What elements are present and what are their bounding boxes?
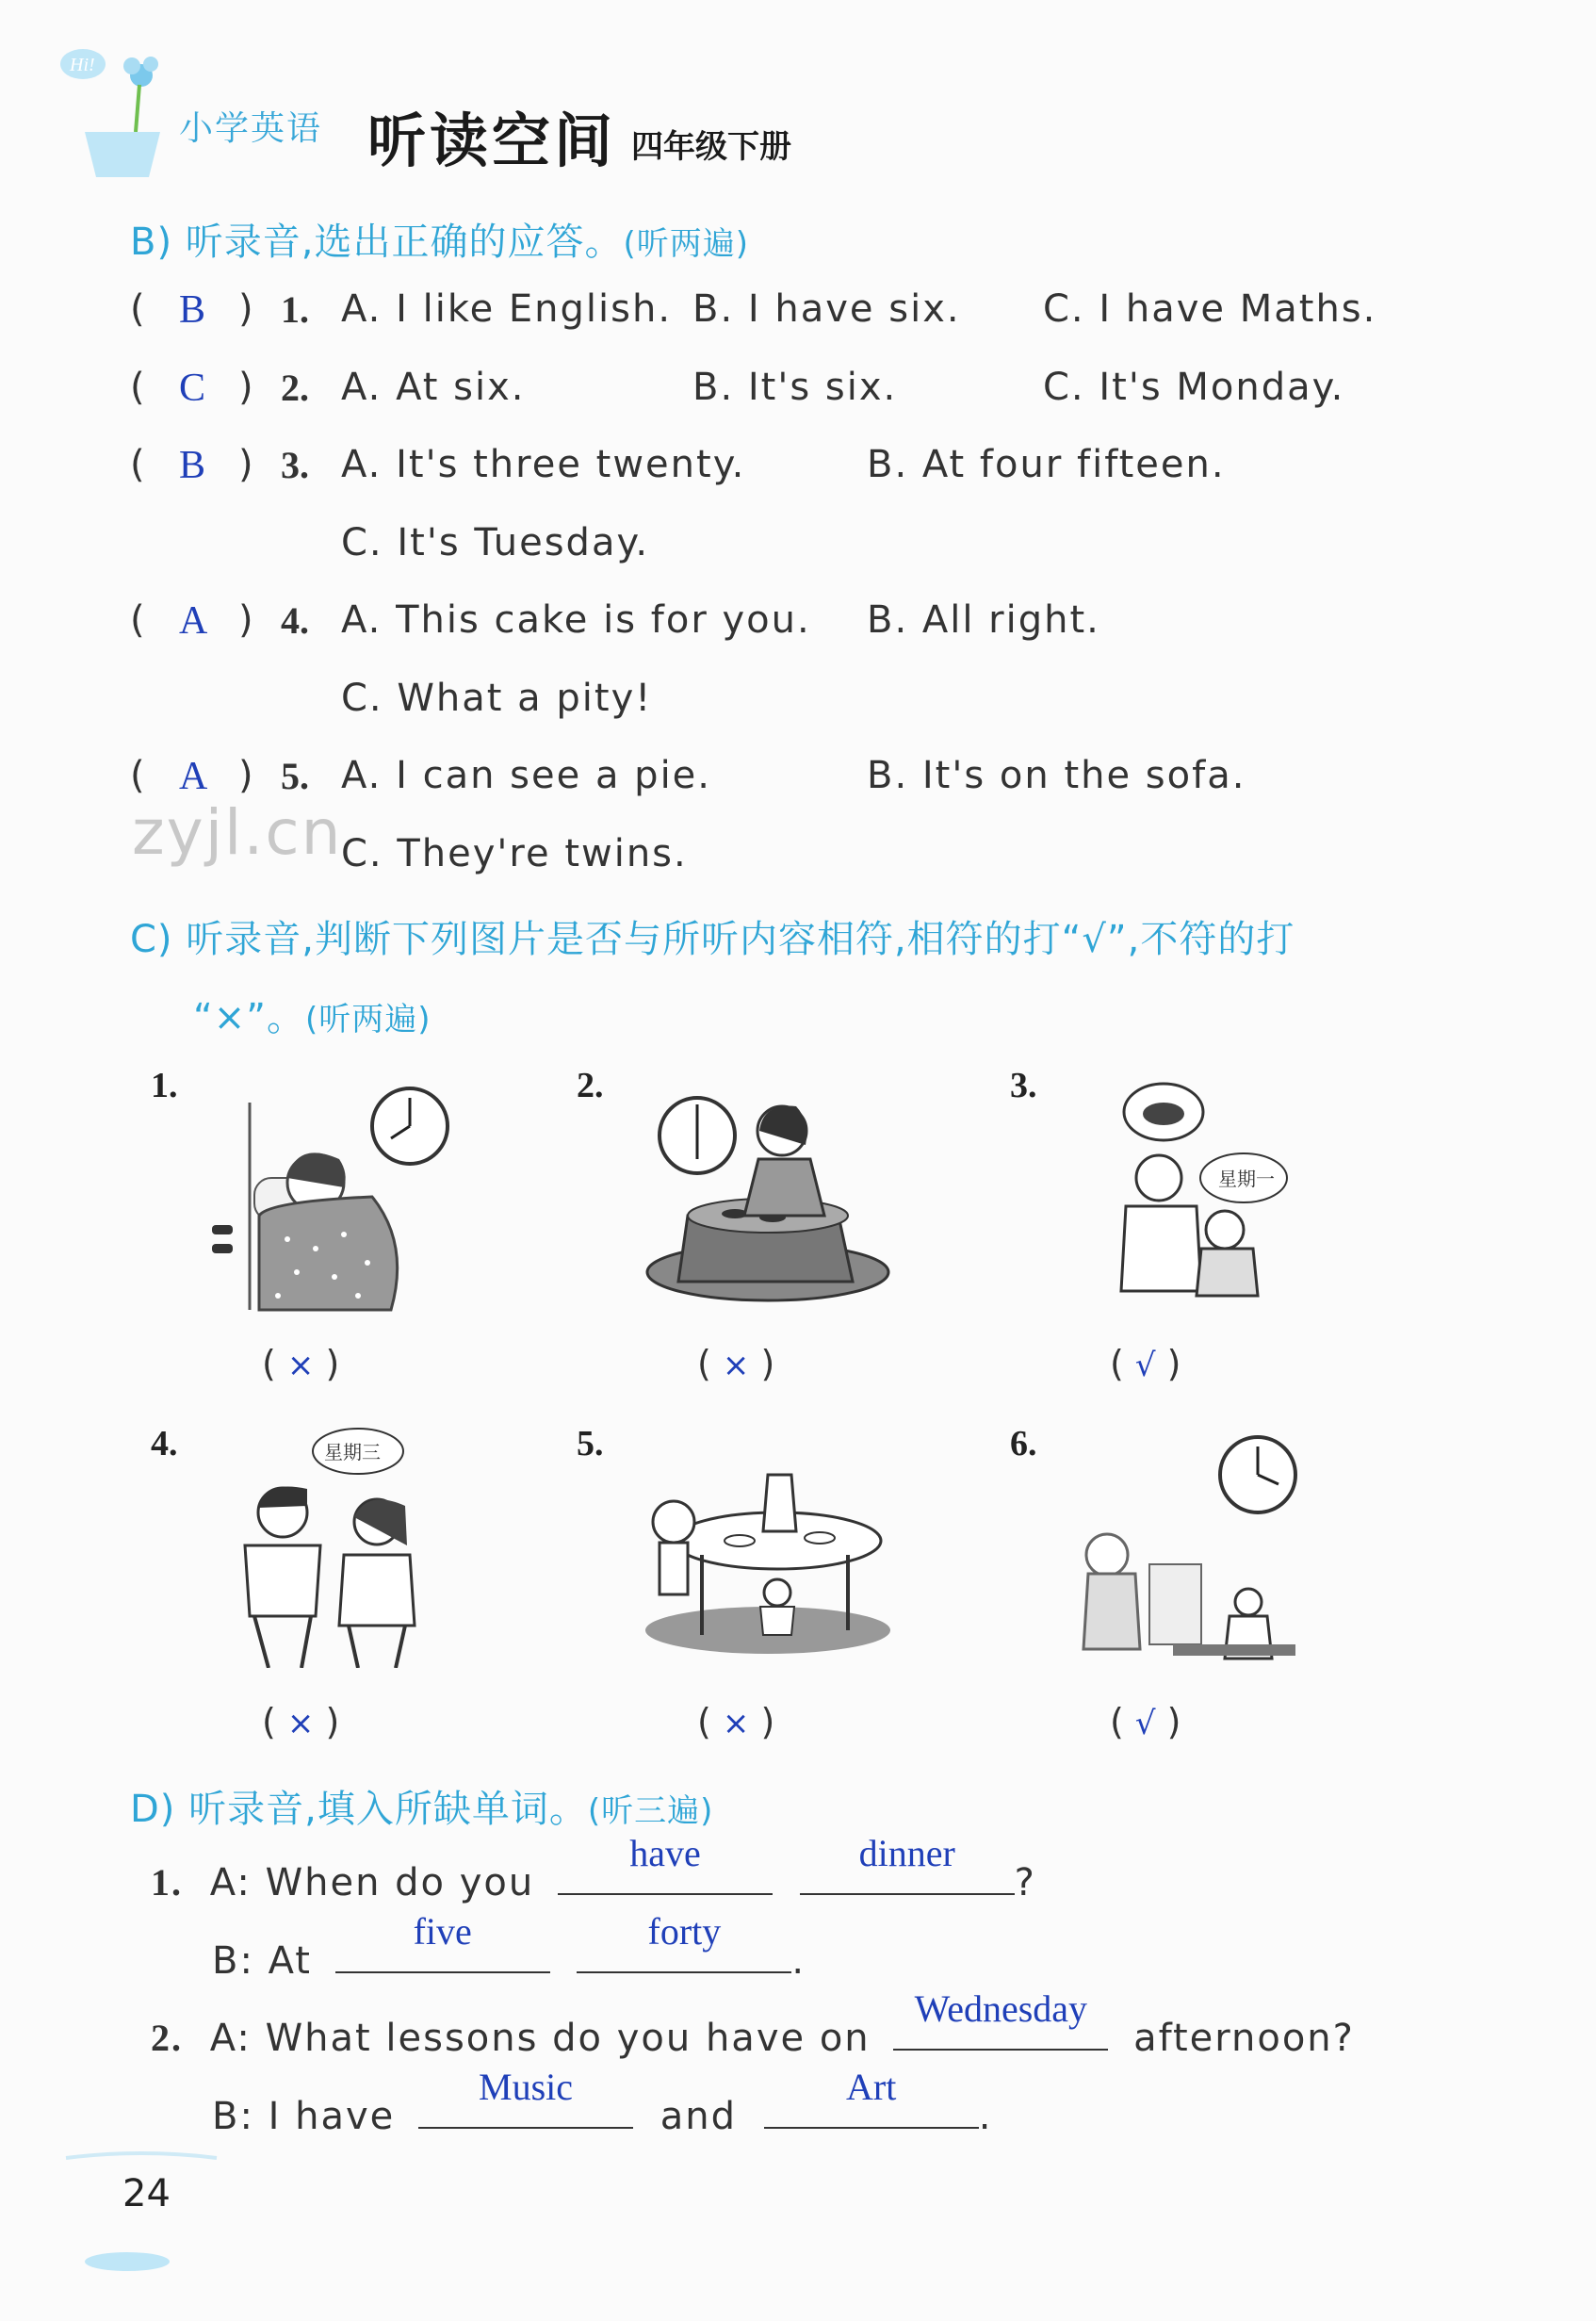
dialogue-text: A: What lessons do you have on [209, 2017, 871, 2060]
section-c-note: (听两遍) [304, 1001, 432, 1038]
right-paren: ) [238, 443, 253, 486]
mc-number: 2. [281, 367, 309, 409]
answer-blank[interactable] [800, 1832, 1015, 1895]
picture-number: 5. [577, 1424, 604, 1463]
left-paren: ( [130, 443, 145, 486]
picture-two-people-talking [226, 1423, 443, 1668]
mc-answer: A [179, 755, 208, 798]
question-number: 2. [151, 2017, 183, 2059]
section-c-heading [130, 909, 1295, 963]
section-d-note: (听三遍) [587, 1792, 714, 1830]
answer-blank[interactable] [577, 1910, 791, 1973]
option-a: A. I like English. [341, 287, 673, 331]
picture-number: 3. [1010, 1066, 1037, 1105]
option-c: C. It's Tuesday. [341, 521, 650, 564]
judge-answer-5: ( × ) [697, 1701, 775, 1742]
dialogue-text: B: I have [212, 2095, 396, 2138]
judge-answer-6: ( √ ) [1110, 1701, 1181, 1742]
filled-word: Art [846, 2066, 897, 2108]
judge-answer-2: ( × ) [697, 1343, 775, 1384]
judge-mark: √ [1134, 1347, 1156, 1384]
left-paren: ( [130, 287, 145, 331]
filled-word: five [413, 1910, 472, 1953]
option-a: A. This cake is for you. [341, 598, 811, 642]
mc-answer: B [179, 288, 206, 332]
flower-pot-logo-icon [57, 38, 170, 179]
dialogue-text: and [660, 2095, 737, 2138]
section-c-title: C) 听录音,判断下列图片是否与所听内容相符,相符的打“√”,不符的打 [130, 918, 1295, 961]
speech-text: 星期一 [1218, 1168, 1275, 1190]
book-title: 听读空间 [367, 106, 617, 175]
fill-q1-b [212, 1910, 806, 1983]
section-c-heading-line2 [193, 988, 432, 1041]
answer-blank[interactable] [335, 1910, 550, 1973]
judge-mark: × [286, 1705, 315, 1742]
answer-blank[interactable] [558, 1832, 773, 1895]
left-paren: ( [130, 754, 145, 797]
fill-q1-a [151, 1832, 1036, 1904]
answer-blank[interactable] [764, 2066, 979, 2129]
picture-number: 2. [577, 1066, 604, 1105]
dialogue-text: A: When do you [209, 1861, 535, 1904]
fill-q2-b [212, 2066, 993, 2138]
option-b: B. At four fifteen. [867, 443, 1226, 486]
answer-blank[interactable] [893, 1987, 1108, 2051]
judge-mark: × [286, 1347, 315, 1384]
picture-grandpa-and-child [1107, 1074, 1295, 1310]
picture-number: 6. [1010, 1424, 1037, 1463]
fill-q2-a [151, 1987, 1355, 2060]
option-c: C. They're twins. [341, 832, 688, 875]
question-number: 1. [151, 1861, 183, 1904]
judge-mark: √ [1134, 1705, 1156, 1742]
section-b-title: B) 听录音,选出正确的应答。 [130, 221, 624, 264]
mc-answer: A [179, 599, 208, 643]
option-b: B. It's six. [692, 366, 898, 409]
left-paren: ( [130, 366, 145, 409]
picture-man-in-office [1069, 1432, 1314, 1668]
judge-mark: × [722, 1705, 750, 1742]
option-b: B. It's on the sofa. [867, 754, 1246, 797]
option-c: C. I have Maths. [1043, 287, 1377, 331]
section-c-title-cont: “×”。 [193, 996, 305, 1039]
mc-number: 5. [281, 755, 309, 797]
dialogue-punct: . [791, 1939, 806, 1983]
section-b-note: (听两遍) [623, 225, 750, 263]
picture-number: 1. [151, 1066, 178, 1105]
judge-mark: × [722, 1347, 750, 1384]
right-paren: ) [238, 366, 253, 409]
judge-answer-3: ( √ ) [1110, 1343, 1181, 1384]
dialogue-punct: ? [1014, 1861, 1036, 1904]
judge-answer-4: ( × ) [262, 1701, 340, 1742]
watermark: zyjl.cn [132, 796, 343, 869]
dialogue-punct: . [978, 2095, 993, 2138]
option-c: C. What a pity! [341, 677, 653, 720]
picture-girl-sleeping [203, 1084, 457, 1319]
speech-text: 星期三 [324, 1441, 381, 1463]
dialogue-text: B: At [212, 1939, 312, 1983]
mc-number: 1. [281, 288, 309, 331]
dialogue-text: afternoon? [1133, 2017, 1355, 2060]
filled-word: Wednesday [914, 1987, 1088, 2030]
picture-girl-eating [641, 1093, 895, 1310]
option-c: C. It's Monday. [1043, 366, 1345, 409]
section-d-title: D) 听录音,填入所缺单词。 [130, 1788, 588, 1831]
section-b-heading [130, 212, 749, 266]
page-number: 24 [122, 2172, 171, 2215]
left-paren: ( [130, 598, 145, 642]
right-paren: ) [238, 754, 253, 797]
section-d-heading [130, 1779, 713, 1833]
grade-label: 四年级下册 [631, 128, 791, 166]
mc-number: 3. [281, 444, 309, 486]
option-b: B. All right. [867, 598, 1100, 642]
right-paren: ) [238, 287, 253, 331]
option-a: A. It's three twenty. [341, 443, 746, 486]
option-a: A. I can see a pie. [341, 754, 711, 797]
filled-word: have [629, 1832, 701, 1874]
option-b: B. I have six. [692, 287, 961, 331]
right-paren: ) [238, 598, 253, 642]
mc-answer: B [179, 444, 206, 487]
logo-text: Hi! [70, 55, 95, 75]
filled-word: Music [479, 2066, 574, 2108]
mc-answer: C [179, 367, 206, 410]
series-name: 小学英语 [179, 109, 323, 148]
picture-table-with-kettle [636, 1451, 900, 1659]
filled-word: forty [647, 1910, 722, 1953]
mc-number: 4. [281, 599, 309, 642]
filled-word: dinner [858, 1832, 955, 1874]
picture-number: 4. [151, 1424, 178, 1463]
option-a: A. At six. [341, 366, 526, 409]
judge-answer-1: ( × ) [262, 1343, 340, 1384]
answer-blank[interactable] [418, 2066, 633, 2129]
